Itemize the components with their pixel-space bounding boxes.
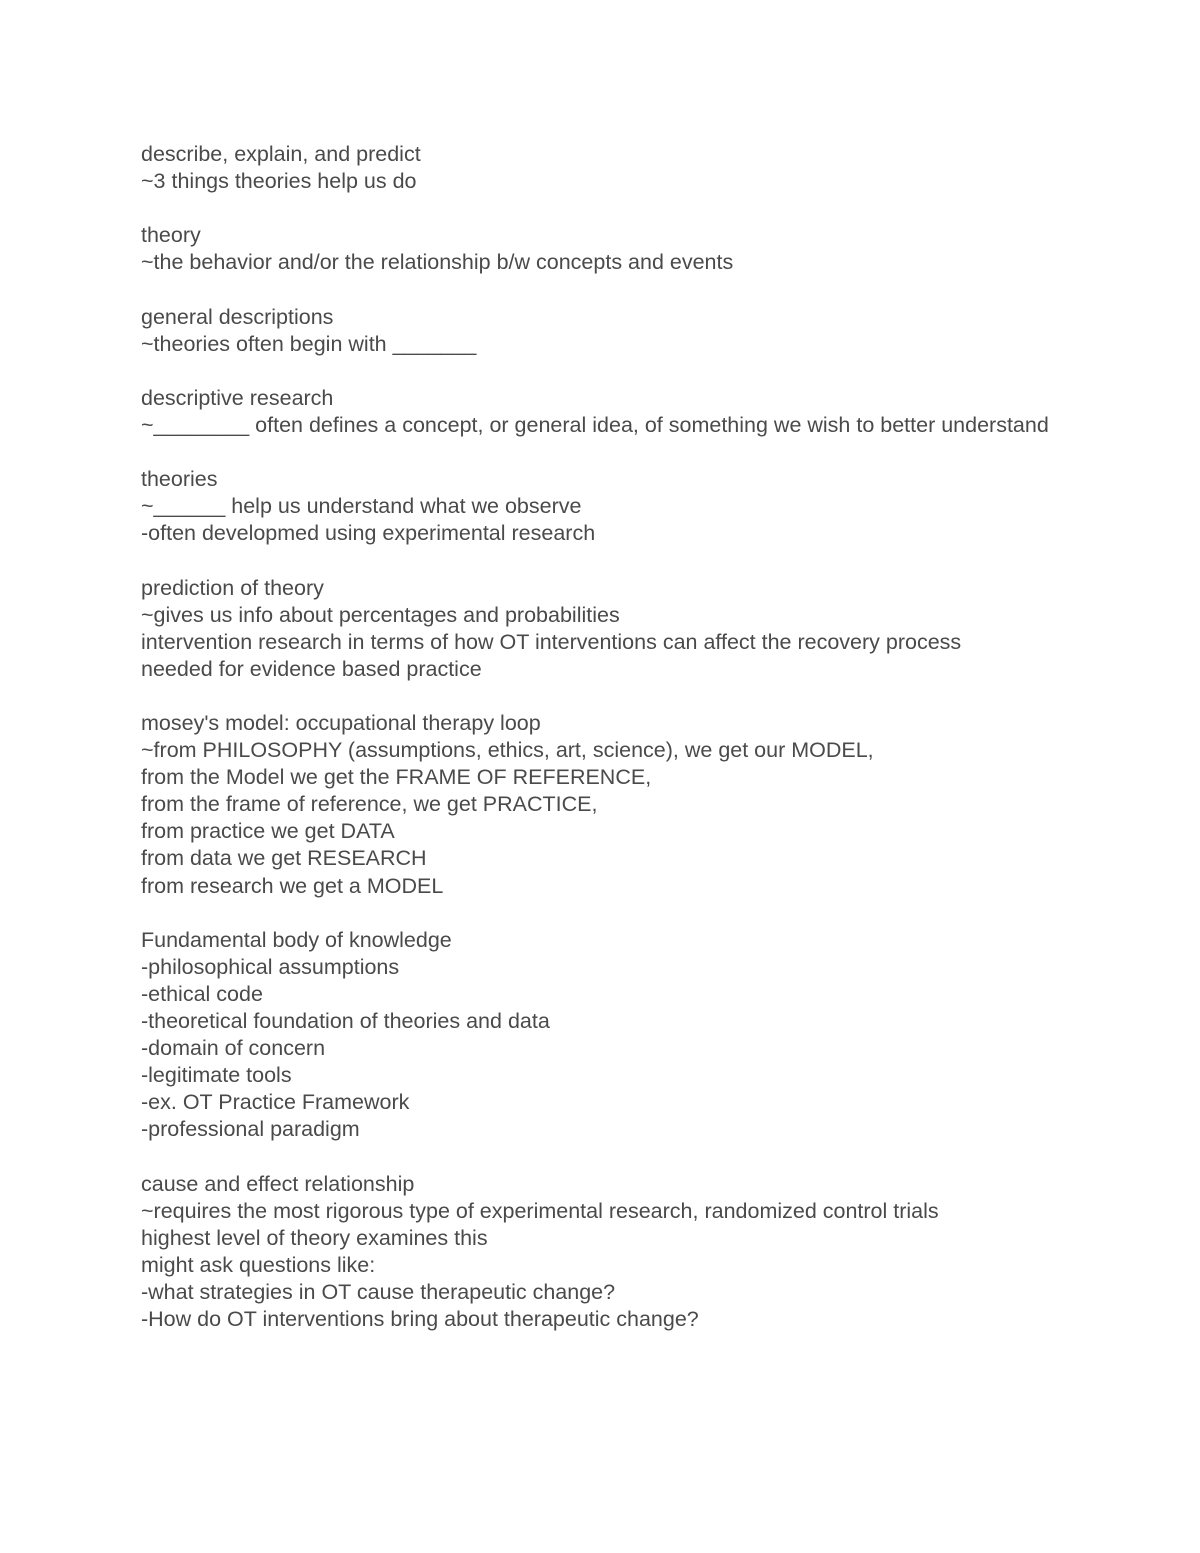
- note-line: ~gives us info about percentages and probabilities: [141, 602, 620, 627]
- note-term: cause and effect relationship: [141, 1171, 415, 1196]
- note-section: [141, 1171, 1081, 1334]
- note-term: theory: [141, 223, 201, 248]
- note-line: from practice we get DATA: [141, 819, 395, 844]
- note-term: general descriptions: [141, 304, 334, 329]
- note-line: -philosophical assumptions: [141, 954, 400, 979]
- note-section: [141, 575, 1081, 683]
- note-line: ~the behavior and/or the relationship b/w concepts and events: [141, 250, 734, 275]
- note-line: -How do OT interventions bring about therapeutic change?: [141, 1307, 699, 1332]
- note-line: -legitimate tools: [141, 1063, 292, 1088]
- note-section: [141, 141, 1081, 195]
- note-term: mosey's model: occupational therapy loop: [141, 710, 541, 735]
- note-term: describe, explain, and predict: [141, 142, 421, 166]
- note-line: -ex. OT Practice Framework: [141, 1090, 410, 1115]
- document-body: [141, 141, 1081, 1360]
- note-section: [141, 222, 1081, 276]
- note-term: Fundamental body of knowledge: [141, 927, 452, 952]
- note-line: -often developmed using experimental research: [141, 521, 596, 546]
- note-line: ~________ often defines a concept, or general idea, of something we wish to better understand: [141, 412, 1049, 437]
- note-line: from research we get a MODEL: [141, 873, 444, 898]
- note-line: from the frame of reference, we get PRACTICE,: [141, 792, 598, 817]
- note-line: intervention research in terms of how OT interventions can affect the recovery process: [141, 629, 962, 654]
- note-line: ~______ help us understand what we observe: [141, 494, 582, 519]
- note-section: [141, 466, 1081, 547]
- note-line: -theoretical foundation of theories and data: [141, 1009, 550, 1033]
- note-line: ~3 things theories help us do: [141, 169, 417, 194]
- note-line: might ask questions like:: [141, 1252, 376, 1277]
- note-line: ~theories often begin with _______: [141, 331, 477, 356]
- note-line: -professional paradigm: [141, 1117, 360, 1142]
- note-line: from data we get RESEARCH: [141, 846, 427, 871]
- note-line: from the Model we get the FRAME OF REFERENCE,: [141, 765, 652, 790]
- note-line: ~requires the most rigorous type of experimental research, randomized control trials: [141, 1198, 939, 1223]
- note-section: [141, 304, 1081, 358]
- note-section: [141, 385, 1081, 439]
- note-line: -what strategies in OT cause therapeutic change?: [141, 1279, 616, 1304]
- note-term: prediction of theory: [141, 575, 324, 600]
- note-section: [141, 927, 1081, 1144]
- note-line: -domain of concern: [141, 1036, 326, 1061]
- note-line: -ethical code: [141, 981, 263, 1006]
- note-term: theories: [141, 467, 218, 492]
- note-line: highest level of theory examines this: [141, 1225, 488, 1250]
- note-line: ~from PHILOSOPHY (assumptions, ethics, art, science), we get our MODEL,: [141, 738, 874, 763]
- note-term: descriptive research: [141, 385, 334, 410]
- note-line: needed for evidence based practice: [141, 656, 482, 681]
- note-section: [141, 710, 1081, 900]
